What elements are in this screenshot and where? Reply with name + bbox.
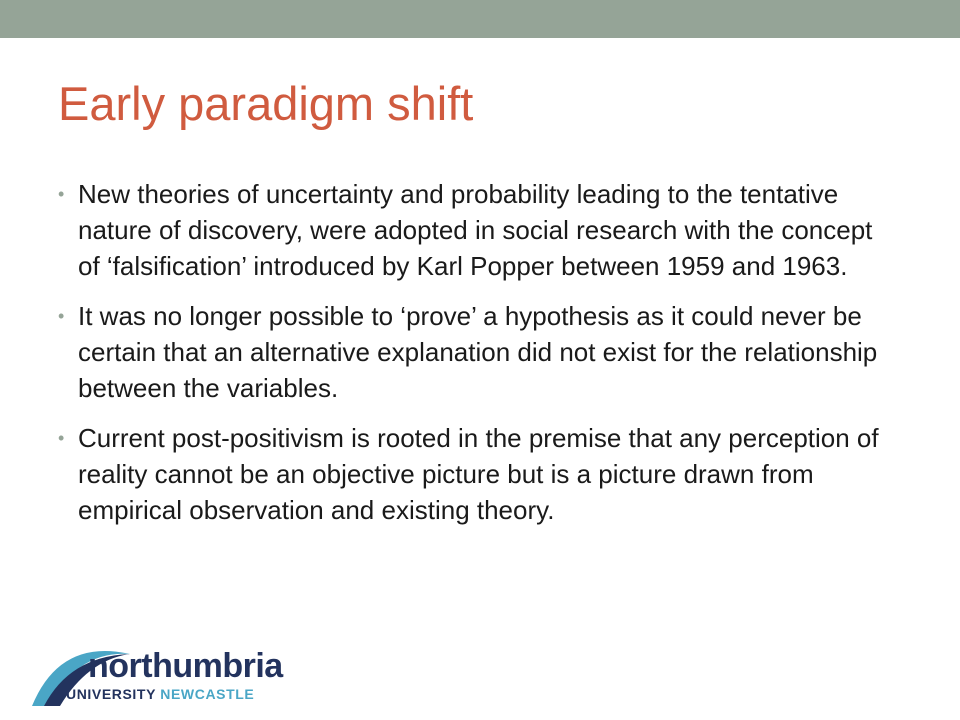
bullet-dot-icon: •: [58, 184, 65, 204]
bullet-text: Current post-positivism is rooted in the premise that any perception of reality cannot be an objective picture but is a picture drawn from empirical observation and existing theory.: [78, 423, 879, 525]
bullet-text: New theories of uncertainty and probability leading to the tentative nature of discovery, were adopted in social research with the concept of ‘falsification’ introduced by Karl Popper between 1959 and 1963.: [78, 179, 873, 281]
top-accent-bar: [0, 0, 960, 38]
bullet-text: It was no longer possible to ‘prove’ a hypothesis as it could never be certain that an alternative explanation did not exist for the relationship between the variables.: [78, 301, 878, 403]
logo-subtitle: [66, 686, 254, 702]
bullet-list: [58, 176, 898, 542]
logo-wordmark: northumbria: [88, 647, 283, 685]
slide-title: Early paradigm shift: [58, 77, 474, 130]
bullet-item: [58, 176, 898, 284]
bullet-dot-icon: •: [58, 428, 65, 448]
bullet-item: [58, 420, 898, 528]
logo-city: NEWCASTLE: [160, 686, 255, 702]
logo-university: UNIVERSITY: [66, 686, 156, 702]
bullet-dot-icon: •: [58, 306, 65, 326]
northumbria-logo: [30, 636, 290, 708]
bullet-item: [58, 298, 898, 406]
